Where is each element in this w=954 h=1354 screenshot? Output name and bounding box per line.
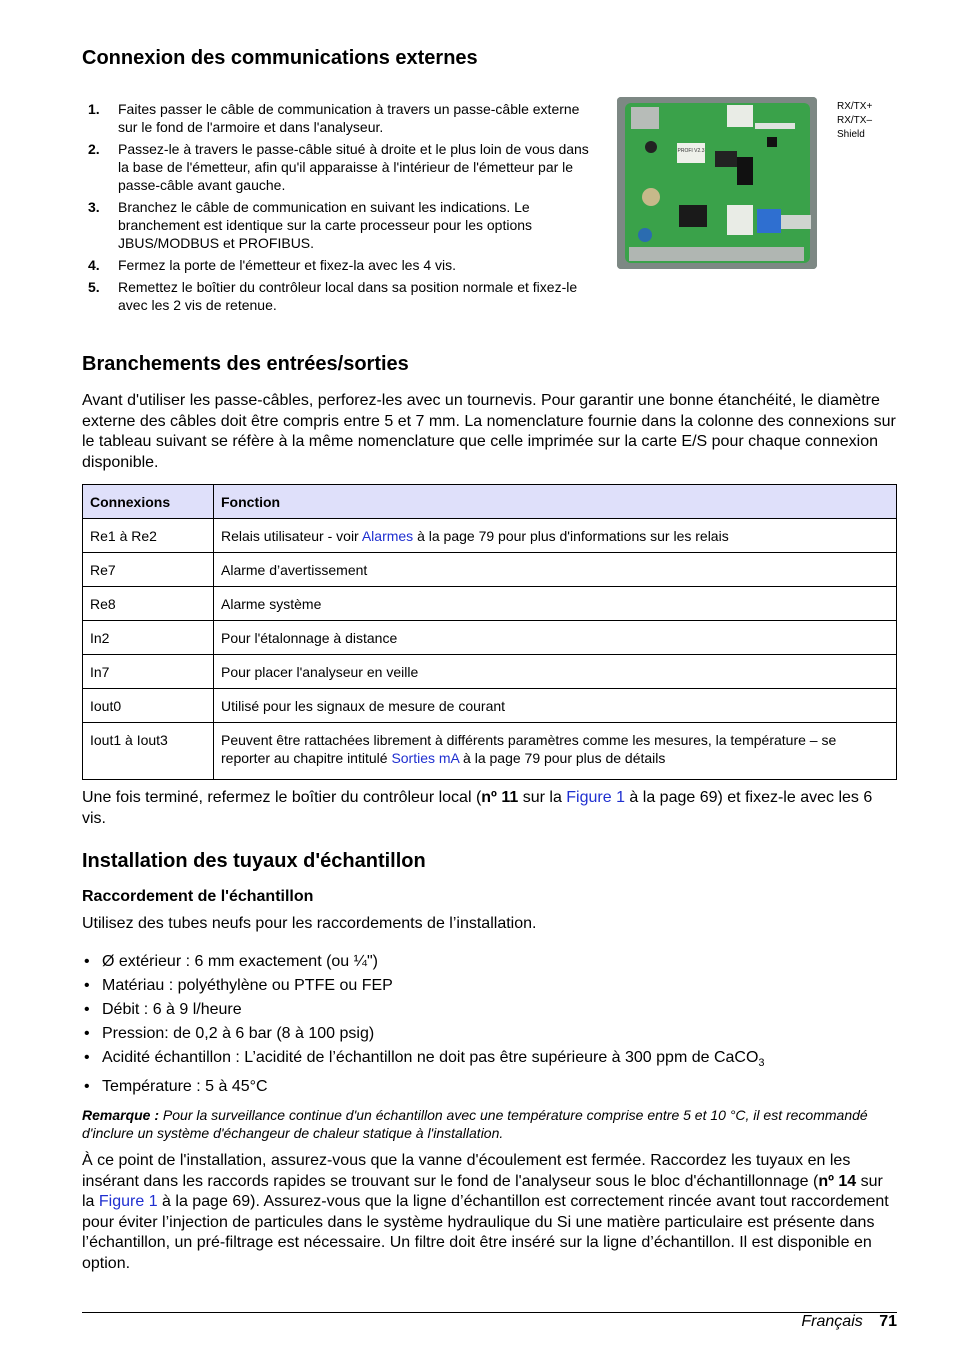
specs-list xyxy=(82,950,765,1099)
step-item: 5. Remettez le boîtier du contrôleur local dans sa position normale et fixez-le avec les 2 vis de retenue. xyxy=(88,279,578,313)
alarmes-link[interactable]: Alarmes xyxy=(361,528,414,544)
rxtx-plus-label: RX/TX+ xyxy=(837,101,873,112)
list-item: • Débit : 6 à 9 l/heure xyxy=(84,1001,242,1018)
sample-final: À ce point de l'installation, assurez-vous que la vanne d'écoulement est fermée. Raccordez les tuyaux en les insérant dans les raccords rapides se trouvant sur le fond de l'analyseur sous le bloc d'échantillonnage (nº 14 sur la Figure 1 à la page 69). Assurez-vous que la ligne d’échantillon est correctement rincée avant tout raccordement pour éviter l’injection de particules dans le système hydraulique du Si une matière particulaire est présente dans l’échantillon, un pré-filtrage est nécessaire. Un filtre doit être inséré sur la ligne d’échantillon. Il est disponible en option. xyxy=(82,1152,889,1272)
step-item: 1. Faites passer le câble de communication à travers un passe-câble externe sur le fond de l'armoire et dans l'analyseur. xyxy=(88,101,580,135)
section-title-sample: Installation des tuyaux d'échantillon xyxy=(82,850,426,872)
list-item: • Température : 5 à 45°C xyxy=(84,1078,268,1096)
footer xyxy=(801,1313,897,1331)
figure-1-link-2[interactable]: Figure 1 xyxy=(98,1193,158,1211)
io-intro: Avant d'utiliser les passe-câbles, perforez-les avec un tournevis. Pour garantir une bonne étanchéité, le diamètre externe des câbles doit être compris entre 5 et 7 mm. La nomenclature fournie dans la colonne des connexions sur le tableau suivant se réfère à la même nomenclature que celle imprimée sur la carte E/S pour chaque connexion disponible. xyxy=(82,392,896,471)
list-item: • Acidité échantillon : L’acidité de l’échantillon ne doit pas être supérieure à 300 ppm de CaCO$_3$ xyxy=(84,1049,765,1070)
rxtx-minus-label: RX/TX– xyxy=(837,115,873,126)
list-item: • Matériau : polyéthylène ou PTFE ou FEP xyxy=(84,977,393,994)
footer-divider xyxy=(82,1312,897,1313)
step-item: 3. Branchez le câble de communication en suivant les indications. Le branchement est identique sur la carte processeur pour les options JBUS/MODBUS et PROFIBUS. xyxy=(88,199,533,251)
connections-table xyxy=(82,484,897,780)
table-row: In2 Pour l'étalonnage à distance xyxy=(83,621,897,655)
list-item: • Pression: de 0,2 à 6 bar (8 à 100 psig) xyxy=(84,1025,375,1042)
section-title-communications: Connexion des communications externes xyxy=(82,47,478,69)
sorties-ma-link[interactable]: Sorties mA xyxy=(391,750,460,766)
table-row: Iout0 Utilisé pour les signaux de mesure de courant xyxy=(83,689,897,723)
subsection-title: Raccordement de l'échantillon xyxy=(82,888,314,905)
table-row: In7 Pour placer l'analyseur en veille xyxy=(83,655,897,689)
table-header-row xyxy=(83,485,897,519)
circuit-board-illustration xyxy=(617,97,817,269)
page-number: 71 xyxy=(879,1313,897,1330)
table-row: Re8 Alarme système xyxy=(83,587,897,621)
header-fonction: Fonction xyxy=(214,485,897,519)
sample-intro: Utilisez des tubes neufs pour les raccordements de l’installation. xyxy=(82,915,537,932)
step-item: 2. Passez-le à travers le passe-câble situé à droite et le plus loin de vous dans la base de l'émetteur, afin qu'il apparaisse à l'intérieur de l'émetteur par le passe-câble avant gauche. xyxy=(88,141,589,193)
board-chip-label: PROFI V2.3 xyxy=(677,148,705,154)
list-item: • Ø extérieur : 6 mm exactement (ou ¼") xyxy=(84,953,378,970)
io-closing: Une fois terminé, refermez le boîtier du contrôleur local (nº 11 sur la Figure 1 à la page 69) et fixez-le avec les 6 vis. xyxy=(82,789,873,827)
circuit-board-photo xyxy=(617,97,817,269)
section-title-io: Branchements des entrées/sorties xyxy=(82,353,409,375)
figure-1-link[interactable]: Figure 1 xyxy=(566,789,625,806)
footer-language: Français xyxy=(801,1313,863,1330)
note: Remarque : Pour la surveillance continue d'un échantillon avec une température comprise entre 5 et 10 °C, il est recommandé d'inclure un système d'échangeur de chaleur statique à l'installation. xyxy=(82,1107,868,1141)
header-connexions: Connexions xyxy=(83,485,214,519)
table-row: Iout1 à Iout3 Peuvent être rattachées librement à différents paramètres comme les mesures, la température – se reporter au chapitre intitulé Sorties mA à la page 79 pour plus de détails xyxy=(83,723,897,780)
shield-label: Shield xyxy=(837,129,865,140)
step-item: 4. Fermez la porte de l'émetteur et fixez-la avec les 4 vis. xyxy=(88,257,457,273)
steps-list xyxy=(82,100,597,318)
terminal-labels xyxy=(837,100,872,142)
table-row: Re1 à Re2 Relais utilisateur - voir Alarmes à la page 79 pour plus d'informations sur les relais xyxy=(83,519,897,553)
table-row: Re7 Alarme d’avertissement xyxy=(83,553,897,587)
